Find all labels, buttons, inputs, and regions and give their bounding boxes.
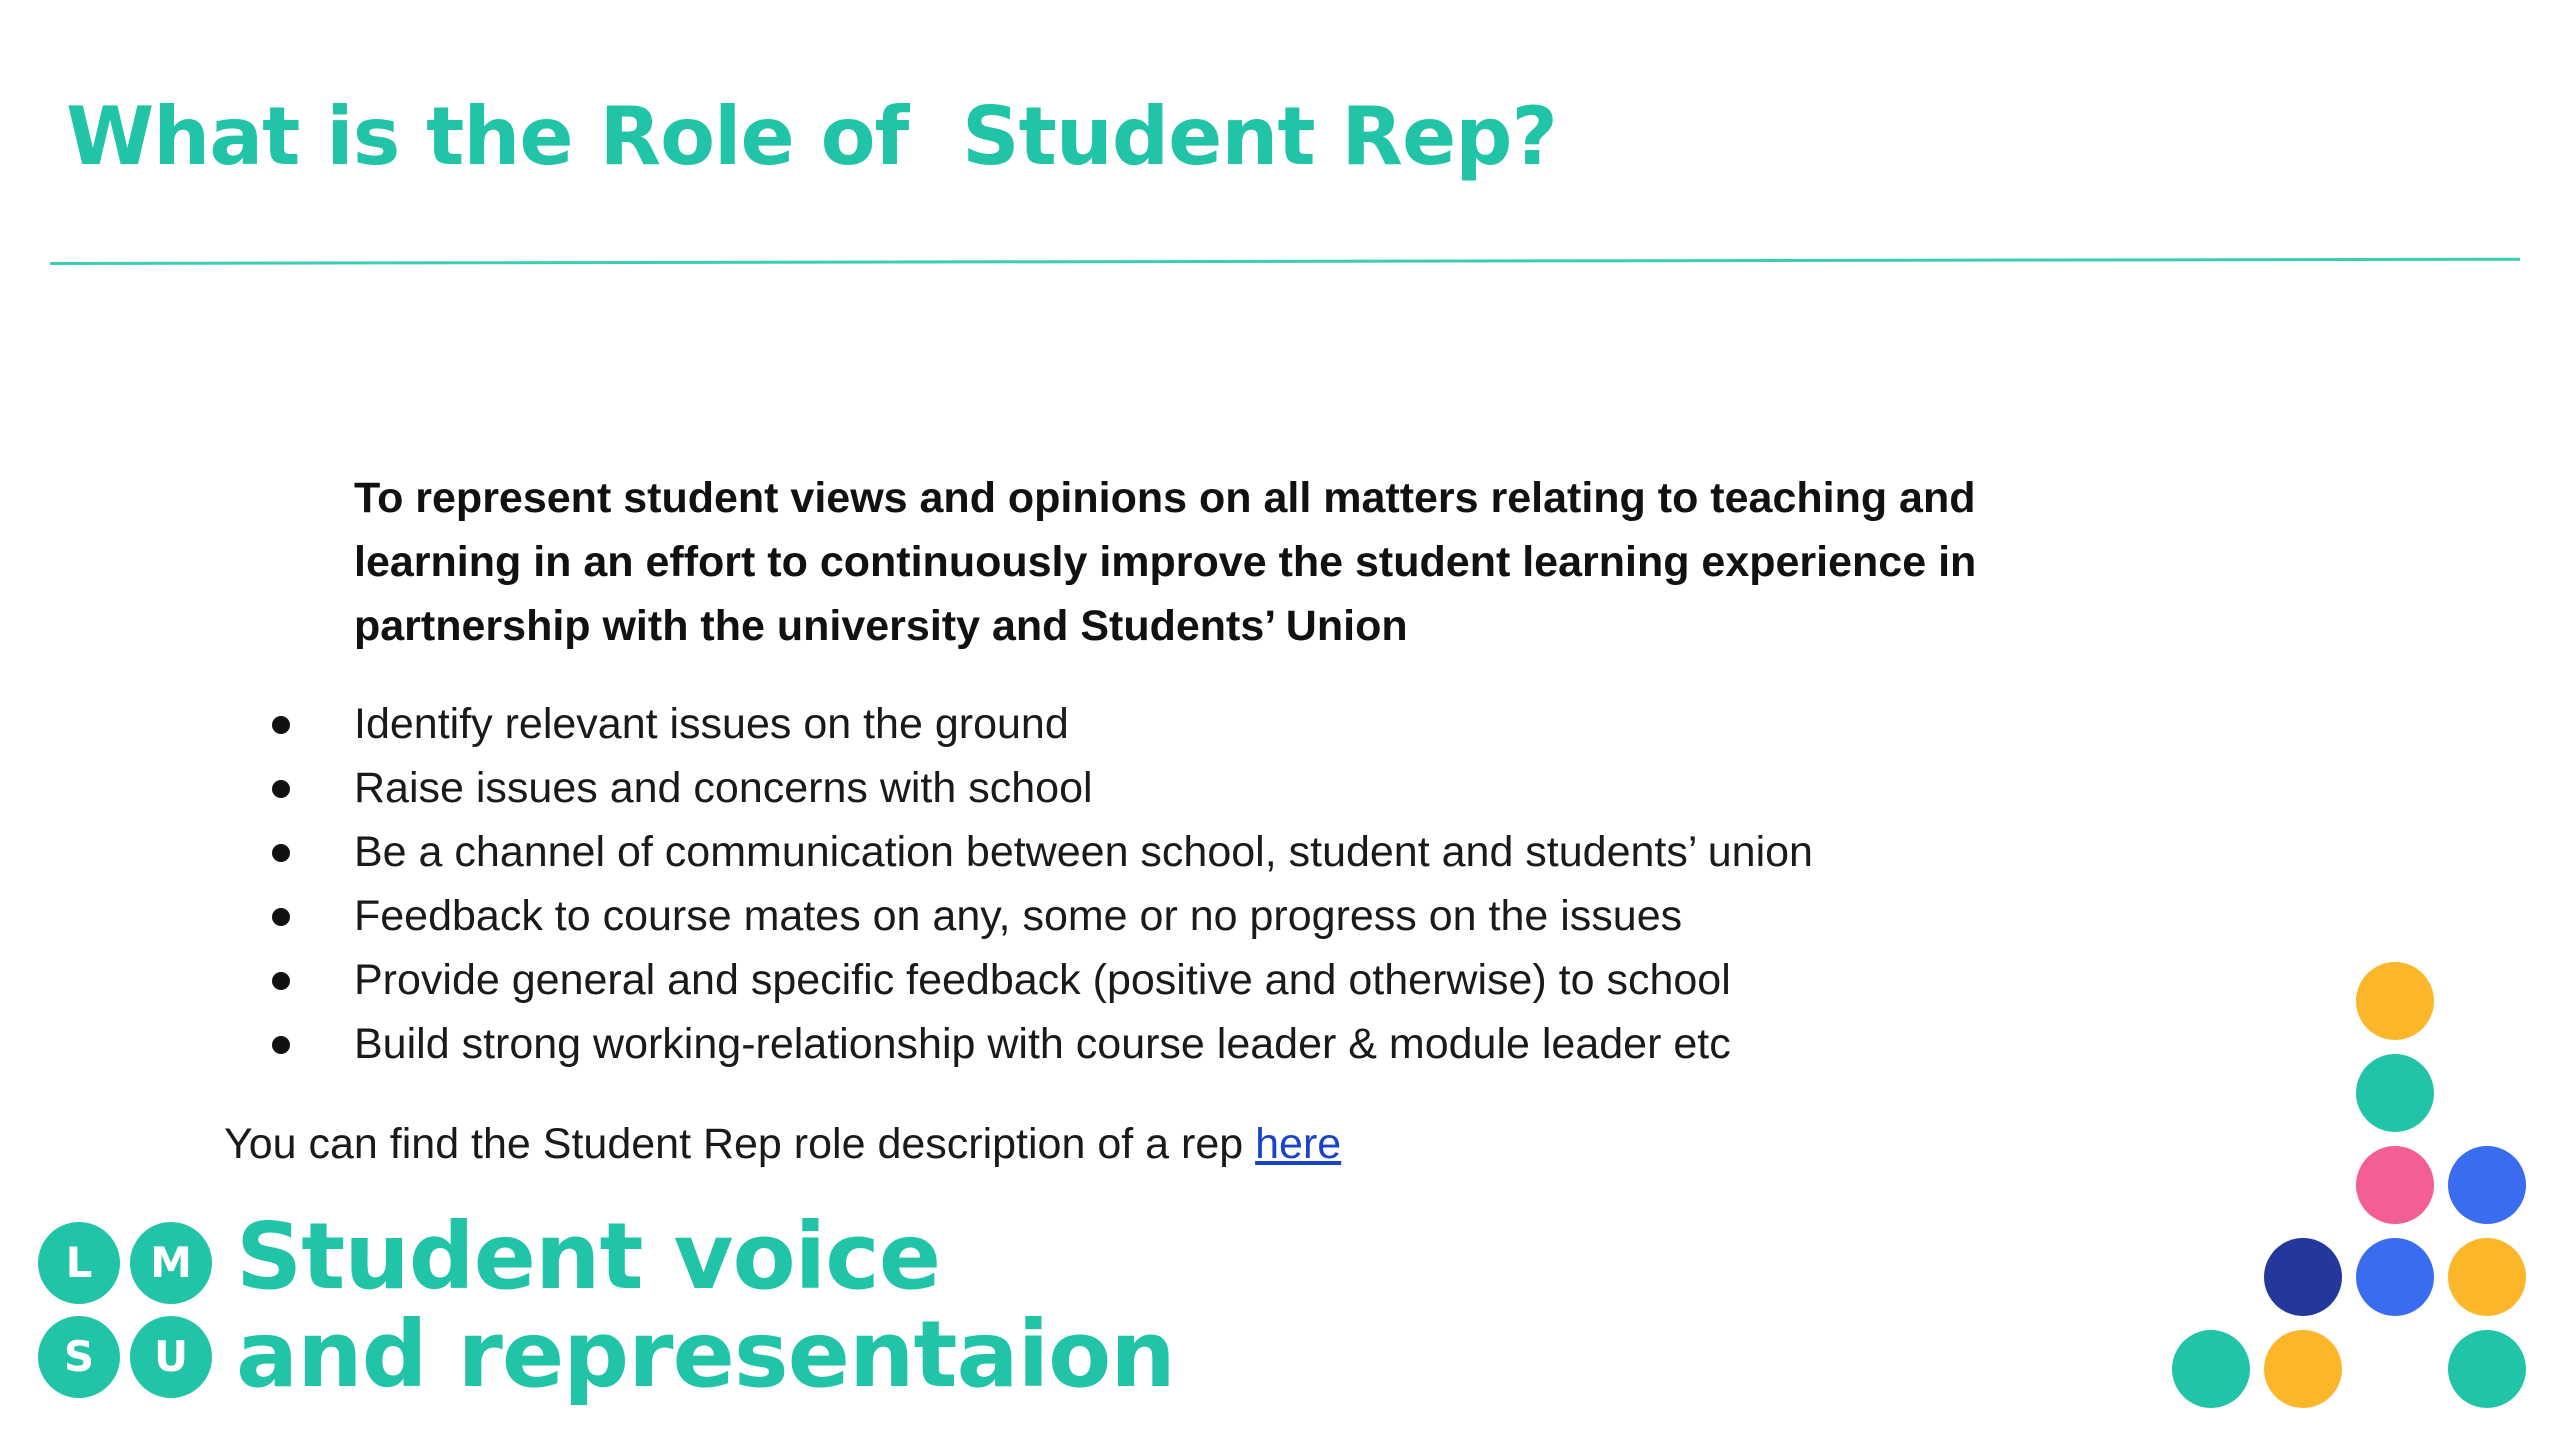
- list-item-text: Raise issues and concerns with school: [354, 764, 1093, 812]
- bullet-icon: [272, 908, 290, 926]
- brand-line-1: Student voice: [236, 1203, 941, 1310]
- list-item: [262, 820, 2162, 884]
- decorative-dot-blue: [2356, 1238, 2434, 1316]
- role-description-note: [224, 1112, 1341, 1176]
- decorative-dot-blue: [2448, 1146, 2526, 1224]
- slide-title: What is the Role of Student Rep?: [66, 90, 1557, 183]
- list-item-text: Build strong working-relationship with course leader & module leader etc: [354, 1020, 1731, 1068]
- role-description-link[interactable]: here: [1255, 1120, 1342, 1168]
- list-item: [262, 692, 2162, 756]
- decorative-dot-yellow: [2264, 1330, 2342, 1408]
- list-item: [262, 948, 2162, 1012]
- decorative-dot-navy: [2264, 1238, 2342, 1316]
- logo-letter-u: U: [130, 1316, 212, 1398]
- list-item-text: Be a channel of communication between school, student and students’ union: [354, 828, 1813, 876]
- bullet-icon: [272, 716, 290, 734]
- brand-wordmark: [236, 1203, 1175, 1408]
- role-description-text: You can find the Student Rep role description of a rep: [224, 1120, 1256, 1168]
- decorative-dot-teal: [2448, 1330, 2526, 1408]
- bullet-icon: [272, 780, 290, 798]
- title-divider: [50, 258, 2520, 265]
- logo-letter-s: S: [38, 1316, 120, 1398]
- decorative-dot-yellow: [2448, 1238, 2526, 1316]
- lmsu-logo: [38, 1222, 218, 1402]
- list-item-text: Identify relevant issues on the ground: [354, 700, 1069, 748]
- logo-letter-m: M: [130, 1222, 212, 1304]
- brand-line-2: and representaion: [236, 1301, 1175, 1408]
- bullet-icon: [272, 972, 290, 990]
- decorative-dot-pink: [2356, 1146, 2434, 1224]
- bullet-icon: [272, 844, 290, 862]
- bullet-icon: [272, 1036, 290, 1054]
- decorative-dot-teal: [2356, 1054, 2434, 1132]
- list-item-text: Provide general and specific feedback (positive and otherwise) to school: [354, 956, 1731, 1004]
- list-item: [262, 884, 2162, 948]
- role-summary: To represent student views and opinions on all matters relating to teaching and learning in an effort to continuously improve the student learning experience in partnership with the university and Students’ Union: [354, 474, 1977, 650]
- logo-letter-l: L: [38, 1222, 120, 1304]
- list-item: [262, 756, 2162, 820]
- responsibilities-list: [262, 692, 2162, 1076]
- decorative-dot-yellow: [2356, 962, 2434, 1040]
- list-item: [262, 1012, 2162, 1076]
- list-item-text: Feedback to course mates on any, some or no progress on the issues: [354, 892, 1683, 940]
- decorative-dot-teal: [2172, 1330, 2250, 1408]
